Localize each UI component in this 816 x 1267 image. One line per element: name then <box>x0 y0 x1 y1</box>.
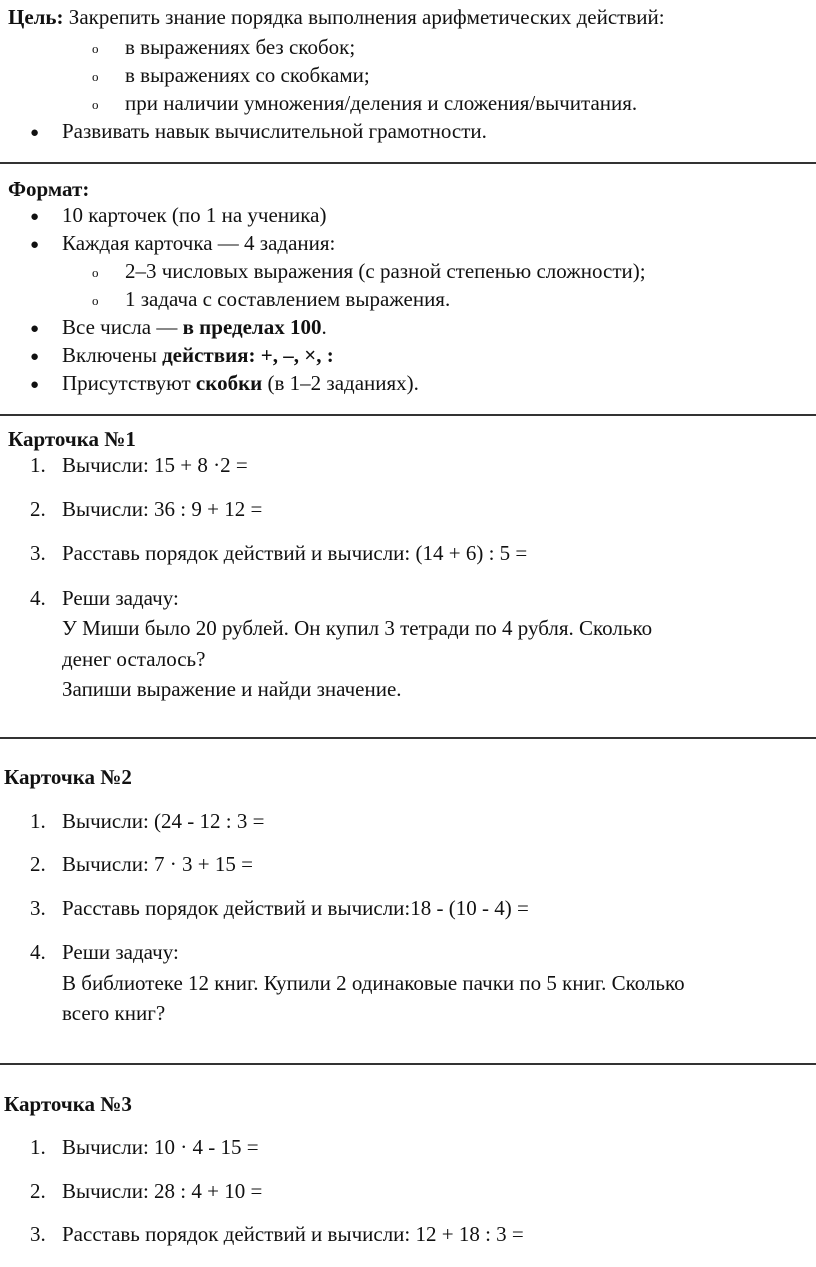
divider <box>0 1063 816 1065</box>
card3-task: Вычисли: 28 : 4 + 10 = <box>62 1179 263 1203</box>
format-item5-bold: скобки <box>195 371 263 395</box>
card1-title: Карточка №1 <box>8 427 136 451</box>
format-item4-bold: действия: +, –, ×, : <box>162 343 334 367</box>
format-item5-pre: Присутствуют <box>62 371 196 395</box>
format-item5-post: (в 1–2 заданиях). <box>262 371 419 395</box>
card2-task: Расставь порядок действий и вычисли:18 - (10 - 4) = <box>62 896 529 920</box>
card2-problem-line: всего книг? <box>62 1001 166 1025</box>
card1-task: Реши задачу: <box>62 586 179 610</box>
circle-bullet-icon: o <box>92 69 99 84</box>
bullet-icon: ● <box>30 321 40 337</box>
format-item <box>62 314 327 340</box>
format-heading: Формат: <box>8 177 90 201</box>
card3-title: Карточка №3 <box>4 1092 132 1116</box>
task-number: 3. <box>30 1222 46 1246</box>
task-number: 2. <box>30 852 46 876</box>
card2-title: Карточка №2 <box>4 765 132 789</box>
card2-task: Вычисли: (24 - 12 : 3 = <box>62 809 265 833</box>
task-number: 4. <box>30 586 46 610</box>
bullet-icon: ● <box>30 237 40 253</box>
card3-task: Расставь порядок действий и вычисли: 12 + 18 : 3 = <box>62 1222 524 1246</box>
card3-task: Вычисли: 10 · 4 - 15 = <box>62 1135 259 1159</box>
card1-problem-line: Запиши выражение и найди значение. <box>62 677 402 701</box>
goal-line <box>8 4 665 30</box>
bullet-icon: ● <box>30 377 40 393</box>
circle-bullet-icon: o <box>92 97 99 112</box>
card1-task: Вычисли: 36 : 9 + 12 = <box>62 497 263 521</box>
goal-text: Закрепить знание порядка выполнения арифметических действий: <box>68 5 665 29</box>
goal-label: Цель: <box>8 5 64 29</box>
divider <box>0 737 816 739</box>
format-item <box>62 342 334 368</box>
bullet-icon: ● <box>30 349 40 365</box>
circle-bullet-icon: o <box>92 265 99 280</box>
format-subitem: 2–3 числовых выражения (с разной степенью сложности); <box>125 259 646 283</box>
divider <box>0 162 816 164</box>
card2-task: Вычисли: 7 · 3 + 15 = <box>62 852 253 876</box>
task-number: 3. <box>30 541 46 565</box>
format-subitem: 1 задача с составлением выражения. <box>125 287 451 311</box>
format-item: Каждая карточка — 4 задания: <box>62 231 336 255</box>
card1-problem-line: денег осталось? <box>62 647 206 671</box>
task-number: 4. <box>30 940 46 964</box>
task-number: 2. <box>30 1179 46 1203</box>
divider <box>0 414 816 416</box>
task-number: 1. <box>30 809 46 833</box>
card1-problem-line: У Миши было 20 рублей. Он купил 3 тетради по 4 рубля. Сколько <box>62 616 653 640</box>
card2-problem-line: В библиотеке 12 книг. Купили 2 одинаковые пачки по 5 книг. Сколько <box>62 971 685 995</box>
task-number: 1. <box>30 453 46 477</box>
card1-task: Расставь порядок действий и вычисли: (14 + 6) : 5 = <box>62 541 528 565</box>
format-item: 10 карточек (по 1 на ученика) <box>62 203 327 227</box>
card1-task: Вычисли: 15 + 8 ·2 = <box>62 453 248 477</box>
bullet-icon: ● <box>30 209 40 225</box>
circle-bullet-icon: o <box>92 41 99 56</box>
goal-subitem: в выражениях без скобок; <box>125 35 356 59</box>
format-item <box>62 370 419 396</box>
task-number: 3. <box>30 896 46 920</box>
task-number: 2. <box>30 497 46 521</box>
format-item4-pre: Включены <box>62 343 163 367</box>
goal-subitem: в выражениях со скобками; <box>125 63 370 87</box>
card2-task: Реши задачу: <box>62 940 179 964</box>
task-number: 1. <box>30 1135 46 1159</box>
circle-bullet-icon: o <box>92 293 99 308</box>
format-item3-pre: Все числа — <box>62 315 183 339</box>
format-item3-bold: в пределах 100 <box>182 315 322 339</box>
format-item3-post: . <box>321 315 327 339</box>
goal-subitem: при наличии умножения/деления и сложения/вычитания. <box>125 91 638 115</box>
goal-bullet: Развивать навык вычислительной грамотности. <box>62 119 487 143</box>
bullet-icon: ● <box>30 125 40 141</box>
